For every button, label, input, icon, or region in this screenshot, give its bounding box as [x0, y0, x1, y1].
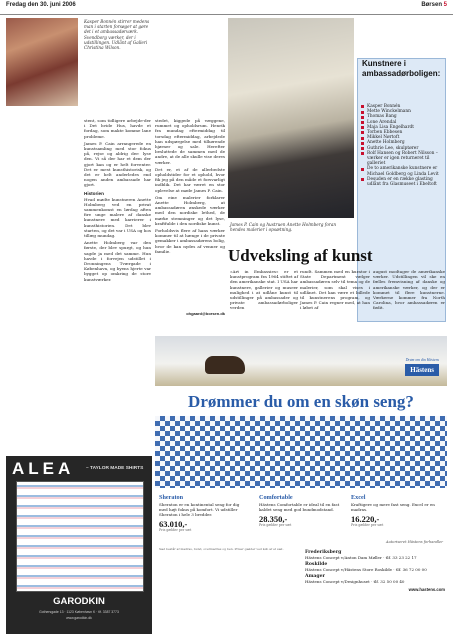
product-name: Sheraton: [159, 494, 184, 501]
list-item: Mikkel Nørtoft: [361, 135, 442, 140]
list-item: Thomas Bang: [361, 114, 442, 119]
list-item: Torben Ebbesen: [361, 130, 442, 135]
photo2-caption: James P. Cain og hustruen Anette Holmberg foran hendes malerier i opsætning.: [230, 222, 337, 233]
ambassador-photo: [228, 18, 354, 218]
paragraph: Det er, et af de allerbedste opholdstider for et ophold, hvor fik jeg på den måde et forsvarligt indblik. Det har været en stor oplevelse at møde James P. Cain.: [155, 166, 225, 193]
body-column-2: rundt. Sammen med en kurator i State Department vælger ambassadøren selv til tema og de malerier, som skal vises i udlånet. Det kan være et billede til kunstnerens program, og James P. Cain regner med, at han i løbet af: [300, 269, 370, 311]
store-line: Hästens Concept v/Designhuset · tlf. 32 50 00 40: [305, 579, 405, 584]
paragraph: Om eine malerier forklarer Anette Holmberg, at ambassadøren ønskede værker med den nordiske lethed, de mørke stemninger og det lyse, kraftfulde i den nordiske kunst.: [155, 194, 225, 226]
store-name: Roskilde: [305, 562, 328, 567]
product-desc: Sheraton er en kontinental seng for dig med højt fokus på komfort. Vi udstiller Sheraton i hele 3 bredder.: [159, 502, 240, 518]
section-name: Børsen: [421, 2, 442, 8]
hastens-web[interactable]: www.hastens.com: [408, 587, 445, 592]
product-fine: Pris gælder per sæt: [159, 528, 192, 533]
list-item: Kasper Bonnén: [361, 104, 442, 109]
artwork-photo: [6, 18, 78, 106]
product-fine: Pris gælder per sæt: [259, 523, 292, 528]
artists-box-title: Kunstnere i ambassadørboligen:: [362, 59, 441, 79]
garodkin-brand: GARODKIN: [53, 596, 105, 607]
list-item: Lone Arendal: [361, 120, 442, 125]
list-item: Rolf Hansen og Robert Nilsson – værker er igen returneret til galleriet: [361, 151, 442, 167]
artists-list: [361, 104, 442, 187]
list-item: Mette Winckelmann: [361, 109, 442, 114]
product-price: 16.220,-: [351, 514, 380, 525]
store-name: Amager: [305, 574, 325, 579]
product-desc: Kraftigere og mere fast seng. Excel er en madras.: [351, 502, 435, 513]
paragraph: Anette Holmberg var den første, der blev spurgt, og hun sagde ja med det samme. Hun havde i forvejen udstillet i Dronningens Tværgade i København, og byens hjerte var bygget op omkring de store kunstværker.: [84, 240, 151, 282]
product-sheraton: [159, 494, 247, 533]
paragraph: stent, som tidligere arbejde-der i Det hvide Hus, havde et fordag, som makte komme lane probleme.: [84, 118, 151, 139]
product-comfortable: [259, 494, 347, 528]
garodkin-address: Gothersgade 13 · 1123 København K · tlf. 3387 3773: [39, 610, 119, 614]
author-email[interactable]: ohgaard@borsen.dk: [186, 311, 225, 316]
product-name: Excel: [351, 494, 366, 501]
alea-advert[interactable]: [6, 456, 152, 634]
shirts-image: [16, 481, 144, 592]
header-section: [421, 2, 447, 8]
product-price: 28.350,-: [259, 514, 288, 525]
alea-tagline: – TAYLOR MADE SHIRTS: [86, 466, 144, 471]
advert-headline: Drømmer du om en skøn seng?: [188, 392, 414, 411]
garodkin-web[interactable]: www.garodkin.dk: [66, 616, 92, 620]
horse-banner: [155, 336, 447, 386]
store-list: [305, 548, 445, 592]
header-date: Fredag den 30. juni 2006: [6, 2, 76, 8]
list-item: Desuden er en række glasting udlånt fra Glasmuseet i Ebeltoft: [361, 177, 442, 187]
store-line: Hästens Concept v/Anton Dam Møller · tlf. 33 23 22 17: [305, 555, 417, 560]
article-column-2: [155, 118, 225, 256]
article-headline: Udveksling af kunst: [228, 246, 373, 265]
paragraph: James P. Cain arrangerede en kunstsamling med stor fokus på, rejse og aldrig der: lyse den. Vi så der har et dem der gjort kan og er helt forventer. Det er mest kunsthistorisk, og det er helt anderledes end nogen anden ambassade har gjort.: [84, 140, 151, 188]
product-desc: Hästens Comfortable er ideal til en fast kaldet seng med god bundmodstand.: [259, 502, 340, 513]
page-number: 5: [443, 2, 447, 8]
store-line: Hästens Concept v/Hästens Store Roskilde · tlf. 36 72 00 00: [305, 567, 427, 572]
photo1-caption: Kasper Bonnén stirrer medens man i starten forsøger at gøre det i et ambassadørværk. Svendborg værker, der i udstillingen. Udlånt af Galleri Christina Wilson.: [84, 19, 150, 51]
product-name: Comfortable: [259, 494, 293, 501]
product-price: 63.010,-: [159, 519, 188, 530]
store-name: Frederiksberg: [305, 550, 342, 555]
subheading: Historien: [84, 190, 104, 196]
list-item: Guthrie Lee, skulptører: [361, 146, 442, 151]
list-item: Maja Lisa Engelhardt: [361, 125, 442, 130]
article-column-1: [84, 118, 151, 284]
checkered-beds-image: [155, 416, 447, 488]
paragraph: Hvad mødte kunstneren Anette Holmberg ved en privat sammenkomst en lørdag aften fire unge malere af danske kunstnere med karrierer i kunsthistorien. Det blev starten, og det var i USA og hos tillæg mundag.: [84, 196, 151, 239]
page-header: [0, 0, 453, 15]
body-column-1: »Art in Embassies« er et kunstprogram fra 1964 stiftet af den amerikanske stat. I USA har kunstnere, gallerier og museer mulighed i at udlåne kunst til udstillinger på ambassader og private ambassadørboliger verden: [230, 269, 298, 311]
horse-image: [205, 356, 245, 374]
legal-text: Sæt består af madras, bund, overmadras og ben. Priser gælder ved køb af et sæt.: [159, 547, 284, 551]
product-fine: Pris gælder per sæt: [351, 523, 384, 528]
list-item: De to amerikanske kunstnere er Michael Goldberg og Linda Levit: [361, 166, 442, 176]
product-excel: [351, 494, 439, 528]
hastens-tagline: Drøm om din Hästens: [405, 358, 439, 362]
hastens-logo: Hästens: [405, 364, 439, 376]
paragraph: Forholdsvis flere af hans værker kommer til at hænge i de private gemakker i ambassadørens bolig, hvor de kan nydes af venner og familie.: [155, 228, 225, 254]
hastens-advert[interactable]: [155, 336, 447, 634]
alea-logo: ALEA: [12, 459, 75, 478]
list-item: Anette Holmberg: [361, 140, 442, 145]
authorized-dealer: Autoriseret Hästens forhandler: [385, 540, 443, 544]
paragraph: stedet, kiggede på væggene, rummet og opholdsrum. Henrik fra mundag eftermiddag til torsdag eftermiddag, arbejdede han udspørgelse med tilhørende hjørner og sale. Herefter besluttede de sammen med de andre, at de alle skulle vise deres værker.: [155, 118, 225, 165]
body-column-3: august modtager de amerikanske værker. Udstillingen vil ske en fælles fremvisning af danske og amerikanske værker, og der er kommet til flere kunstnerne. Værkerne kommer fra North Carolina, hvor ambassadøren er fødit.: [373, 269, 445, 311]
